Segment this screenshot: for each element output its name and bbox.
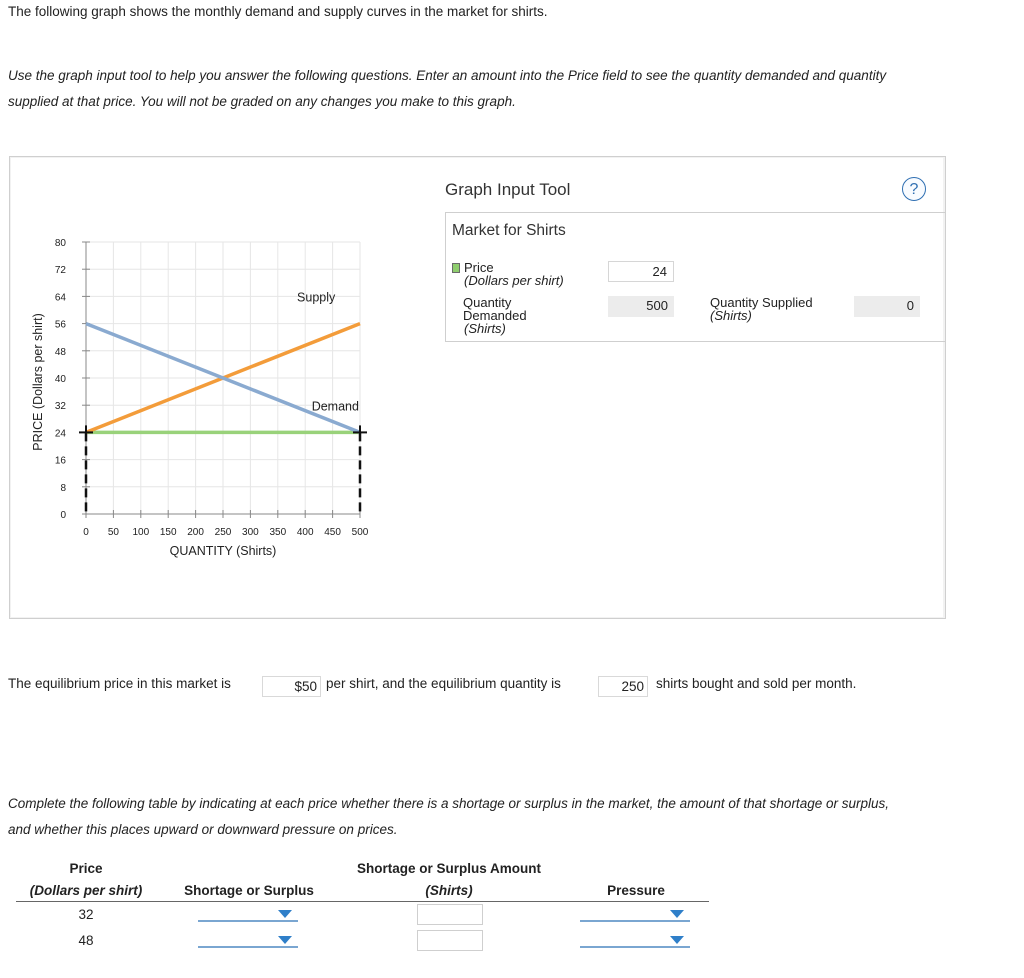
y-tick-label: 48 <box>54 346 66 358</box>
dropdown-underline <box>580 946 690 948</box>
price-input[interactable]: 24 <box>608 261 674 282</box>
y-tick-label: 40 <box>54 374 66 385</box>
x-tick-label: 0 <box>83 527 89 538</box>
eq-text-2: per shirt, and the equilibrium quantity is <box>326 676 561 691</box>
x-tick-label: 50 <box>107 527 119 538</box>
table-header-rule <box>16 901 709 902</box>
y-axis-label: PRICE (Dollars per shirt) <box>31 313 45 451</box>
eq-price-input[interactable]: $50 <box>262 676 321 697</box>
x-tick-label: 450 <box>324 527 341 538</box>
qd-value: 500 <box>608 296 674 317</box>
help-button[interactable]: ? <box>902 177 926 201</box>
qd-label-2: Demanded <box>463 308 527 323</box>
x-tick-label: 500 <box>351 527 369 538</box>
price-swatch <box>452 263 460 273</box>
demand-label: Demand <box>311 399 359 414</box>
y-tick-label: 64 <box>54 292 66 304</box>
x-tick-label: 350 <box>269 527 287 538</box>
y-tick-label: 16 <box>54 455 66 467</box>
price-label: Price <box>464 260 494 275</box>
dropdown-underline <box>198 946 298 948</box>
x-tick-label: 100 <box>132 527 150 538</box>
qd-label-1: Quantity <box>463 295 512 310</box>
y-tick-label: 0 <box>60 510 66 521</box>
qs-value: 0 <box>854 296 920 317</box>
qd-sublabel: (Shirts) <box>464 321 506 336</box>
y-tick-label: 80 <box>54 238 66 249</box>
row-1-amount-input[interactable] <box>417 904 483 925</box>
col-shortage-surplus-header: Shortage or Surplus <box>184 883 314 898</box>
table-instructions-line-1: Complete the following table by indicating at each price whether there is a shortage or surplus in the market, the amount of that shortage or surplus, <box>8 796 889 811</box>
tool-title: Graph Input Tool <box>445 180 571 199</box>
x-tick-label: 250 <box>214 527 232 538</box>
y-tick-label: 32 <box>54 401 66 413</box>
chevron-down-icon <box>670 910 684 918</box>
col-price-header: Price <box>69 861 103 876</box>
y-tick-label: 24 <box>54 428 66 440</box>
col-amount-subheader: (Shirts) <box>425 883 473 898</box>
y-tick-label: 72 <box>54 265 66 277</box>
row-1-pressure-dropdown[interactable] <box>580 908 690 928</box>
qs-sublabel: (Shirts) <box>710 308 752 323</box>
row-2-pressure-dropdown[interactable] <box>580 934 690 954</box>
chevron-down-icon <box>670 936 684 944</box>
y-tick-label: 8 <box>60 482 66 494</box>
x-axis-label: QUANTITY (Shirts) <box>169 544 277 558</box>
dropdown-underline <box>580 920 690 922</box>
supply-demand-chart <box>0 0 440 600</box>
chevron-down-icon <box>278 936 292 944</box>
instructions-line-1: Use the graph input tool to help you answer the following questions. Enter an amount into the Price field to see the quantity demanded and quantity <box>8 68 887 83</box>
table-instructions-line-2: and whether this places upward or downward pressure on prices. <box>8 822 398 837</box>
eq-text-3: shirts bought and sold per month. <box>656 676 857 691</box>
instructions-line-2: supplied at that price. You will not be graded on any changes you make to this graph. <box>8 94 516 109</box>
row-2-amount-input[interactable] <box>417 930 483 951</box>
x-tick-label: 400 <box>296 527 314 538</box>
col-amount-header: Shortage or Surplus Amount <box>356 861 541 876</box>
row-2-price: 48 <box>78 933 94 948</box>
row-2-shortage-surplus-dropdown[interactable] <box>198 934 298 954</box>
supply-label: Supply <box>297 290 336 305</box>
intro-text: The following graph shows the monthly demand and supply curves in the market for shirts. <box>8 4 548 19</box>
eq-quantity-input[interactable]: 250 <box>598 676 648 697</box>
x-tick-label: 150 <box>159 527 177 538</box>
market-title: Market for Shirts <box>452 222 566 239</box>
x-tick-label: 300 <box>242 527 259 538</box>
chevron-down-icon <box>278 910 292 918</box>
row-1-shortage-surplus-dropdown[interactable] <box>198 908 298 928</box>
row-1-price: 32 <box>78 907 94 922</box>
price-sublabel: (Dollars per shirt) <box>464 273 564 288</box>
y-tick-label: 56 <box>54 319 66 331</box>
qs-label: Quantity Supplied <box>710 295 813 310</box>
col-pressure-header: Pressure <box>607 883 665 898</box>
dropdown-underline <box>198 920 298 922</box>
eq-text-1: The equilibrium price in this market is <box>8 676 231 691</box>
col-price-subheader: (Dollars per shirt) <box>29 883 143 898</box>
x-tick-label: 200 <box>187 527 204 538</box>
